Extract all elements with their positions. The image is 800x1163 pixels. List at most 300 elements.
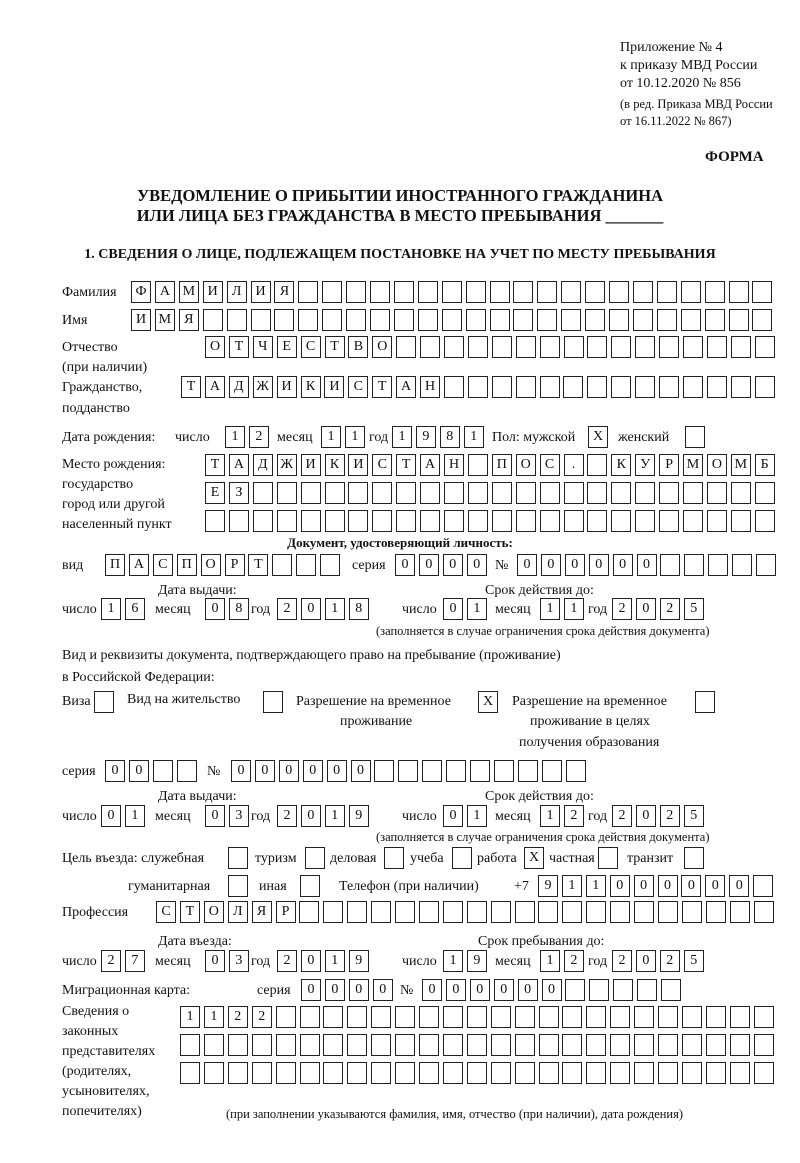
char-box[interactable] (300, 1034, 320, 1056)
char-box[interactable]: 0 (443, 805, 463, 827)
char-box[interactable] (419, 1006, 439, 1028)
char-box[interactable]: 0 (205, 598, 225, 620)
char-box[interactable]: 1 (540, 805, 560, 827)
char-box[interactable] (752, 309, 772, 331)
char-box[interactable]: Н (420, 376, 440, 398)
char-box[interactable] (492, 510, 512, 532)
char-box[interactable]: С (540, 454, 560, 476)
char-box[interactable]: Я (274, 281, 294, 303)
char-box[interactable] (542, 760, 562, 782)
char-box[interactable] (682, 1062, 702, 1084)
char-box[interactable] (371, 901, 391, 923)
char-box[interactable] (705, 281, 725, 303)
char-box[interactable]: 2 (660, 598, 680, 620)
char-box[interactable]: 1 (392, 426, 412, 448)
char-box[interactable] (610, 1034, 630, 1056)
char-box[interactable] (564, 336, 584, 358)
char-box[interactable]: Т (372, 376, 392, 398)
char-box[interactable]: 0 (681, 875, 701, 897)
char-box[interactable] (635, 482, 655, 504)
char-box[interactable]: 0 (301, 950, 321, 972)
char-box[interactable]: Т (180, 901, 200, 923)
char-box[interactable] (729, 309, 749, 331)
char-box[interactable] (683, 376, 703, 398)
char-box[interactable] (325, 482, 345, 504)
char-box[interactable]: П (492, 454, 512, 476)
char-box[interactable]: 0 (636, 805, 656, 827)
char-box[interactable] (516, 510, 536, 532)
char-box[interactable] (395, 1062, 415, 1084)
char-box[interactable] (491, 1006, 511, 1028)
char-box[interactable] (658, 901, 678, 923)
char-box[interactable] (589, 979, 609, 1001)
char-box[interactable]: 0 (101, 805, 121, 827)
char-box[interactable] (683, 336, 703, 358)
char-box[interactable] (706, 1062, 726, 1084)
char-box[interactable]: 8 (229, 598, 249, 620)
char-box[interactable]: 1 (467, 598, 487, 620)
char-box[interactable] (153, 760, 173, 782)
char-box[interactable] (658, 1062, 678, 1084)
char-box[interactable]: 1 (325, 950, 345, 972)
char-box[interactable] (564, 482, 584, 504)
char-box[interactable] (695, 691, 715, 713)
char-box[interactable] (370, 281, 390, 303)
char-box[interactable] (613, 979, 633, 1001)
char-box[interactable] (515, 1062, 535, 1084)
char-box[interactable] (637, 979, 657, 1001)
char-box[interactable] (180, 1062, 200, 1084)
char-box[interactable] (492, 336, 512, 358)
char-box[interactable] (611, 482, 631, 504)
char-box[interactable] (685, 426, 705, 448)
char-box[interactable] (444, 510, 464, 532)
char-box[interactable] (562, 1006, 582, 1028)
char-box[interactable]: 6 (125, 598, 145, 620)
char-box[interactable]: П (177, 554, 197, 576)
char-box[interactable] (204, 1034, 224, 1056)
char-box[interactable]: 2 (612, 950, 632, 972)
char-box[interactable] (422, 760, 442, 782)
char-box[interactable]: Л (227, 281, 247, 303)
char-box[interactable] (658, 1006, 678, 1028)
char-box[interactable] (274, 309, 294, 331)
char-box[interactable]: С (153, 554, 173, 576)
char-box[interactable] (205, 510, 225, 532)
char-box[interactable] (491, 901, 511, 923)
char-box[interactable]: К (611, 454, 631, 476)
char-box[interactable]: 0 (231, 760, 251, 782)
char-box[interactable]: Ж (277, 454, 297, 476)
char-box[interactable] (565, 979, 585, 1001)
char-box[interactable] (296, 554, 316, 576)
char-box[interactable] (228, 847, 248, 869)
char-box[interactable] (634, 1034, 654, 1056)
char-box[interactable]: Б (755, 454, 775, 476)
char-box[interactable]: 2 (277, 950, 297, 972)
char-box[interactable]: Т (248, 554, 268, 576)
char-box[interactable]: 0 (301, 979, 321, 1001)
char-box[interactable] (635, 376, 655, 398)
char-box[interactable]: С (156, 901, 176, 923)
char-box[interactable] (276, 1062, 296, 1084)
char-box[interactable] (396, 510, 416, 532)
char-box[interactable]: Т (181, 376, 201, 398)
char-box[interactable] (420, 510, 440, 532)
char-box[interactable] (730, 1006, 750, 1028)
char-box[interactable] (610, 1006, 630, 1028)
char-box[interactable] (708, 554, 728, 576)
char-box[interactable] (305, 847, 325, 869)
char-box[interactable] (494, 760, 514, 782)
char-box[interactable] (731, 336, 751, 358)
char-box[interactable] (566, 760, 586, 782)
char-box[interactable] (466, 281, 486, 303)
char-box[interactable] (177, 760, 197, 782)
char-box[interactable]: 0 (419, 554, 439, 576)
char-box[interactable]: 0 (395, 554, 415, 576)
char-box[interactable] (452, 847, 472, 869)
char-box[interactable] (682, 1034, 702, 1056)
char-box[interactable] (539, 1034, 559, 1056)
char-box[interactable] (705, 309, 725, 331)
char-box[interactable] (418, 309, 438, 331)
char-box[interactable] (611, 376, 631, 398)
char-box[interactable] (754, 1062, 774, 1084)
char-box[interactable] (276, 1006, 296, 1028)
char-box[interactable] (253, 482, 273, 504)
char-box[interactable] (683, 482, 703, 504)
char-box[interactable] (394, 281, 414, 303)
char-box[interactable] (755, 376, 775, 398)
char-box[interactable] (277, 482, 297, 504)
char-box[interactable] (562, 901, 582, 923)
char-box[interactable]: О (707, 454, 727, 476)
char-box[interactable] (325, 510, 345, 532)
char-box[interactable] (298, 309, 318, 331)
char-box[interactable] (587, 336, 607, 358)
char-box[interactable]: 1 (325, 598, 345, 620)
char-box[interactable]: 1 (443, 950, 463, 972)
char-box[interactable]: 2 (252, 1006, 272, 1028)
char-box[interactable]: 2 (228, 1006, 248, 1028)
char-box[interactable]: 0 (467, 554, 487, 576)
char-box[interactable] (610, 901, 630, 923)
char-box[interactable]: 0 (373, 979, 393, 1001)
char-box[interactable] (490, 281, 510, 303)
char-box[interactable] (730, 1034, 750, 1056)
char-box[interactable]: 0 (565, 554, 585, 576)
char-box[interactable]: И (324, 376, 344, 398)
char-box[interactable] (516, 376, 536, 398)
char-box[interactable] (540, 376, 560, 398)
char-box[interactable]: 2 (612, 598, 632, 620)
char-box[interactable] (300, 1062, 320, 1084)
char-box[interactable]: 2 (249, 426, 269, 448)
char-box[interactable]: . (564, 454, 584, 476)
char-box[interactable] (492, 376, 512, 398)
char-box[interactable] (609, 309, 629, 331)
char-box[interactable]: 1 (464, 426, 484, 448)
char-box[interactable]: 2 (660, 950, 680, 972)
char-box[interactable]: А (420, 454, 440, 476)
char-box[interactable] (562, 1034, 582, 1056)
char-box[interactable] (468, 376, 488, 398)
char-box[interactable] (610, 1062, 630, 1084)
char-box[interactable]: 0 (279, 760, 299, 782)
char-box[interactable]: С (301, 336, 321, 358)
char-box[interactable] (516, 336, 536, 358)
char-box[interactable] (251, 309, 271, 331)
char-box[interactable]: О (201, 554, 221, 576)
char-box[interactable]: 0 (494, 979, 514, 1001)
char-box[interactable]: 1 (562, 875, 582, 897)
char-box[interactable]: 3 (229, 950, 249, 972)
char-box[interactable] (252, 1034, 272, 1056)
char-box[interactable]: 9 (349, 950, 369, 972)
char-box[interactable]: X (588, 426, 608, 448)
char-box[interactable]: 2 (612, 805, 632, 827)
char-box[interactable] (467, 901, 487, 923)
char-box[interactable] (467, 1034, 487, 1056)
char-box[interactable] (659, 336, 679, 358)
char-box[interactable] (657, 281, 677, 303)
char-box[interactable] (468, 482, 488, 504)
char-box[interactable]: Ф (131, 281, 151, 303)
char-box[interactable]: 9 (349, 805, 369, 827)
char-box[interactable]: 0 (349, 979, 369, 1001)
char-box[interactable]: И (348, 454, 368, 476)
char-box[interactable] (681, 281, 701, 303)
char-box[interactable]: И (131, 309, 151, 331)
char-box[interactable] (323, 901, 343, 923)
char-box[interactable] (754, 901, 774, 923)
char-box[interactable] (372, 482, 392, 504)
char-box[interactable]: Я (252, 901, 272, 923)
char-box[interactable] (707, 482, 727, 504)
char-box[interactable]: 7 (125, 950, 145, 972)
char-box[interactable] (611, 336, 631, 358)
char-box[interactable] (586, 1062, 606, 1084)
char-box[interactable]: Р (276, 901, 296, 923)
char-box[interactable] (228, 1062, 248, 1084)
char-box[interactable]: 0 (301, 805, 321, 827)
char-box[interactable]: 0 (658, 875, 678, 897)
char-box[interactable] (347, 1062, 367, 1084)
char-box[interactable]: 5 (684, 598, 704, 620)
char-box[interactable] (539, 1006, 559, 1028)
char-box[interactable]: М (683, 454, 703, 476)
char-box[interactable]: 0 (541, 554, 561, 576)
char-box[interactable] (683, 510, 703, 532)
char-box[interactable] (419, 1062, 439, 1084)
char-box[interactable] (634, 901, 654, 923)
char-box[interactable] (348, 482, 368, 504)
char-box[interactable]: 0 (443, 554, 463, 576)
char-box[interactable] (396, 336, 416, 358)
char-box[interactable]: Т (229, 336, 249, 358)
char-box[interactable] (263, 691, 283, 713)
char-box[interactable]: 1 (101, 598, 121, 620)
char-box[interactable] (370, 309, 390, 331)
char-box[interactable]: И (203, 281, 223, 303)
char-box[interactable] (731, 510, 751, 532)
char-box[interactable] (300, 1006, 320, 1028)
char-box[interactable] (585, 309, 605, 331)
char-box[interactable] (301, 510, 321, 532)
char-box[interactable] (420, 336, 440, 358)
char-box[interactable]: Е (205, 482, 225, 504)
char-box[interactable]: 0 (351, 760, 371, 782)
char-box[interactable] (444, 482, 464, 504)
char-box[interactable] (444, 336, 464, 358)
char-box[interactable] (661, 979, 681, 1001)
char-box[interactable] (707, 336, 727, 358)
char-box[interactable] (228, 1034, 248, 1056)
char-box[interactable] (754, 1034, 774, 1056)
char-box[interactable] (443, 901, 463, 923)
char-box[interactable] (755, 482, 775, 504)
char-box[interactable]: 0 (470, 979, 490, 1001)
char-box[interactable]: 2 (277, 598, 297, 620)
char-box[interactable]: 9 (467, 950, 487, 972)
char-box[interactable] (419, 1034, 439, 1056)
char-box[interactable]: А (396, 376, 416, 398)
char-box[interactable]: 5 (684, 950, 704, 972)
char-box[interactable] (418, 281, 438, 303)
char-box[interactable] (466, 309, 486, 331)
char-box[interactable] (755, 336, 775, 358)
char-box[interactable]: 2 (660, 805, 680, 827)
char-box[interactable] (732, 554, 752, 576)
char-box[interactable] (659, 376, 679, 398)
char-box[interactable]: 0 (446, 979, 466, 1001)
char-box[interactable]: 1 (564, 598, 584, 620)
char-box[interactable] (706, 1006, 726, 1028)
char-box[interactable]: А (129, 554, 149, 576)
char-box[interactable] (515, 1006, 535, 1028)
char-box[interactable] (443, 1034, 463, 1056)
char-box[interactable]: 1 (125, 805, 145, 827)
char-box[interactable]: И (251, 281, 271, 303)
char-box[interactable]: 1 (467, 805, 487, 827)
char-box[interactable]: С (372, 454, 392, 476)
char-box[interactable]: Е (277, 336, 297, 358)
char-box[interactable]: П (105, 554, 125, 576)
char-box[interactable] (561, 281, 581, 303)
char-box[interactable] (372, 510, 392, 532)
char-box[interactable]: 0 (129, 760, 149, 782)
char-box[interactable]: Д (229, 376, 249, 398)
char-box[interactable]: А (205, 376, 225, 398)
char-box[interactable] (587, 376, 607, 398)
char-box[interactable]: 1 (321, 426, 341, 448)
char-box[interactable]: 1 (180, 1006, 200, 1028)
char-box[interactable]: 0 (636, 598, 656, 620)
char-box[interactable] (660, 554, 680, 576)
char-box[interactable] (731, 482, 751, 504)
char-box[interactable] (633, 281, 653, 303)
char-box[interactable] (754, 1006, 774, 1028)
char-box[interactable] (706, 1034, 726, 1056)
char-box[interactable] (346, 309, 366, 331)
char-box[interactable] (347, 901, 367, 923)
char-box[interactable] (540, 510, 560, 532)
char-box[interactable] (633, 309, 653, 331)
char-box[interactable] (561, 309, 581, 331)
char-box[interactable] (442, 309, 462, 331)
char-box[interactable]: М (155, 309, 175, 331)
char-box[interactable] (468, 336, 488, 358)
char-box[interactable] (371, 1062, 391, 1084)
char-box[interactable]: И (301, 454, 321, 476)
char-box[interactable]: 8 (440, 426, 460, 448)
char-box[interactable] (598, 847, 618, 869)
char-box[interactable] (539, 1062, 559, 1084)
char-box[interactable] (320, 554, 340, 576)
char-box[interactable]: Я (179, 309, 199, 331)
char-box[interactable]: X (478, 691, 498, 713)
char-box[interactable]: С (348, 376, 368, 398)
char-box[interactable] (443, 1006, 463, 1028)
char-box[interactable] (374, 760, 394, 782)
char-box[interactable]: 0 (518, 979, 538, 1001)
char-box[interactable] (394, 309, 414, 331)
char-box[interactable]: Н (444, 454, 464, 476)
char-box[interactable]: 1 (204, 1006, 224, 1028)
char-box[interactable] (537, 281, 557, 303)
char-box[interactable]: 1 (345, 426, 365, 448)
char-box[interactable]: 0 (729, 875, 749, 897)
char-box[interactable] (277, 510, 297, 532)
char-box[interactable] (609, 281, 629, 303)
char-box[interactable]: 0 (325, 979, 345, 1001)
char-box[interactable]: А (229, 454, 249, 476)
char-box[interactable] (682, 901, 702, 923)
char-box[interactable]: 0 (105, 760, 125, 782)
char-box[interactable] (753, 875, 773, 897)
char-box[interactable] (681, 309, 701, 331)
char-box[interactable]: К (325, 454, 345, 476)
char-box[interactable]: 1 (225, 426, 245, 448)
char-box[interactable] (322, 309, 342, 331)
char-box[interactable] (586, 1034, 606, 1056)
char-box[interactable] (395, 1034, 415, 1056)
char-box[interactable]: 0 (327, 760, 347, 782)
char-box[interactable] (443, 1062, 463, 1084)
char-box[interactable] (657, 309, 677, 331)
char-box[interactable]: В (348, 336, 368, 358)
char-box[interactable]: 0 (303, 760, 323, 782)
char-box[interactable] (684, 847, 704, 869)
char-box[interactable]: О (204, 901, 224, 923)
char-box[interactable] (562, 1062, 582, 1084)
char-box[interactable]: О (516, 454, 536, 476)
char-box[interactable] (755, 510, 775, 532)
char-box[interactable]: 2 (277, 805, 297, 827)
char-box[interactable] (706, 901, 726, 923)
char-box[interactable] (444, 376, 464, 398)
char-box[interactable]: 1 (586, 875, 606, 897)
char-box[interactable]: Р (225, 554, 245, 576)
char-box[interactable]: 0 (542, 979, 562, 1001)
char-box[interactable] (516, 482, 536, 504)
char-box[interactable] (752, 281, 772, 303)
char-box[interactable] (347, 1034, 367, 1056)
char-box[interactable] (300, 875, 320, 897)
char-box[interactable] (659, 482, 679, 504)
char-box[interactable]: Л (228, 901, 248, 923)
